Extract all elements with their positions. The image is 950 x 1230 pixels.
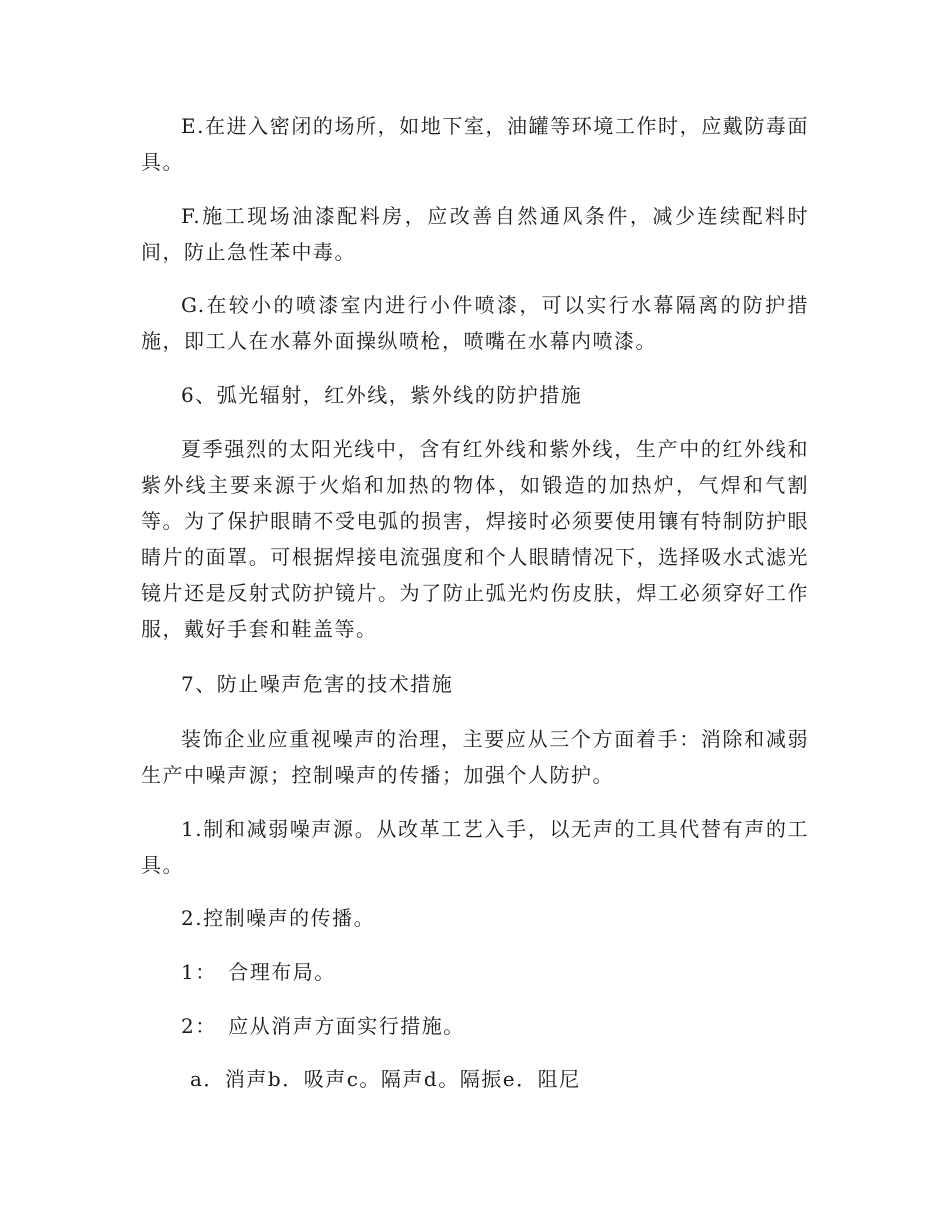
list-item-2-transmission: 2.控制噪声的传播。 (181, 906, 376, 930)
paragraph-f-ventilation: F.施工现场油漆配料房，应改善自然通风条件，减少连续配料时间，防止急性苯中毒。 (141, 204, 809, 264)
sub-item-1-layout: 1： 合理布局。 (181, 960, 336, 984)
paragraph-g-water-curtain: G.在较小的喷漆室内进行小件喷漆，可以实行水幕隔离的防护措施，即工人在水幕外面操纵喷枪，喷嘴在水幕内喷漆。 (141, 293, 809, 353)
sub-item-2-silencing: 2： 应从消声方面实行措施。 (181, 1014, 465, 1038)
paragraph-e-gas-mask: E.在进入密闭的场所，如地下室，油罐等环境工作时，应戴防毒面具。 (141, 114, 809, 174)
section-heading-noise: 7、防止噪声危害的技术措施 (181, 672, 454, 696)
paragraph-noise-control: 装饰企业应重视噪声的治理，主要应从三个方面着手：消除和减弱生产中噪声源；控制噪声的传播；加强个人防护。 (141, 727, 809, 787)
list-item-1-reduce-source: 1.制和减弱噪声源。从改革工艺入手，以无声的工具代替有声的工具。 (141, 817, 809, 877)
section-heading-arc-radiation: 6、弧光辐射，红外线，紫外线的防护措施 (181, 383, 583, 407)
measures-list-a-to-e: a．消声b．吸声c。隔声d。隔振e．阻尼 (190, 1067, 581, 1091)
paragraph-infrared-ultraviolet: 夏季强烈的太阳光线中，含有红外线和紫外线，生产中的红外线和紫外线主要来源于火焰和加热的物体，如锻造的加热炉，气焊和气割等。为了保护眼睛不受电弧的损害，焊接时必须要使用镶有特制防护眼睛片的面罩。可根据焊接电流强度和个人眼睛情况下，选择吸水式滤光镜片还是反射式防护镜片。为了防止弧光灼伤皮肤，焊工必须穿好工作服，戴好手套和鞋盖等。 (141, 437, 809, 641)
